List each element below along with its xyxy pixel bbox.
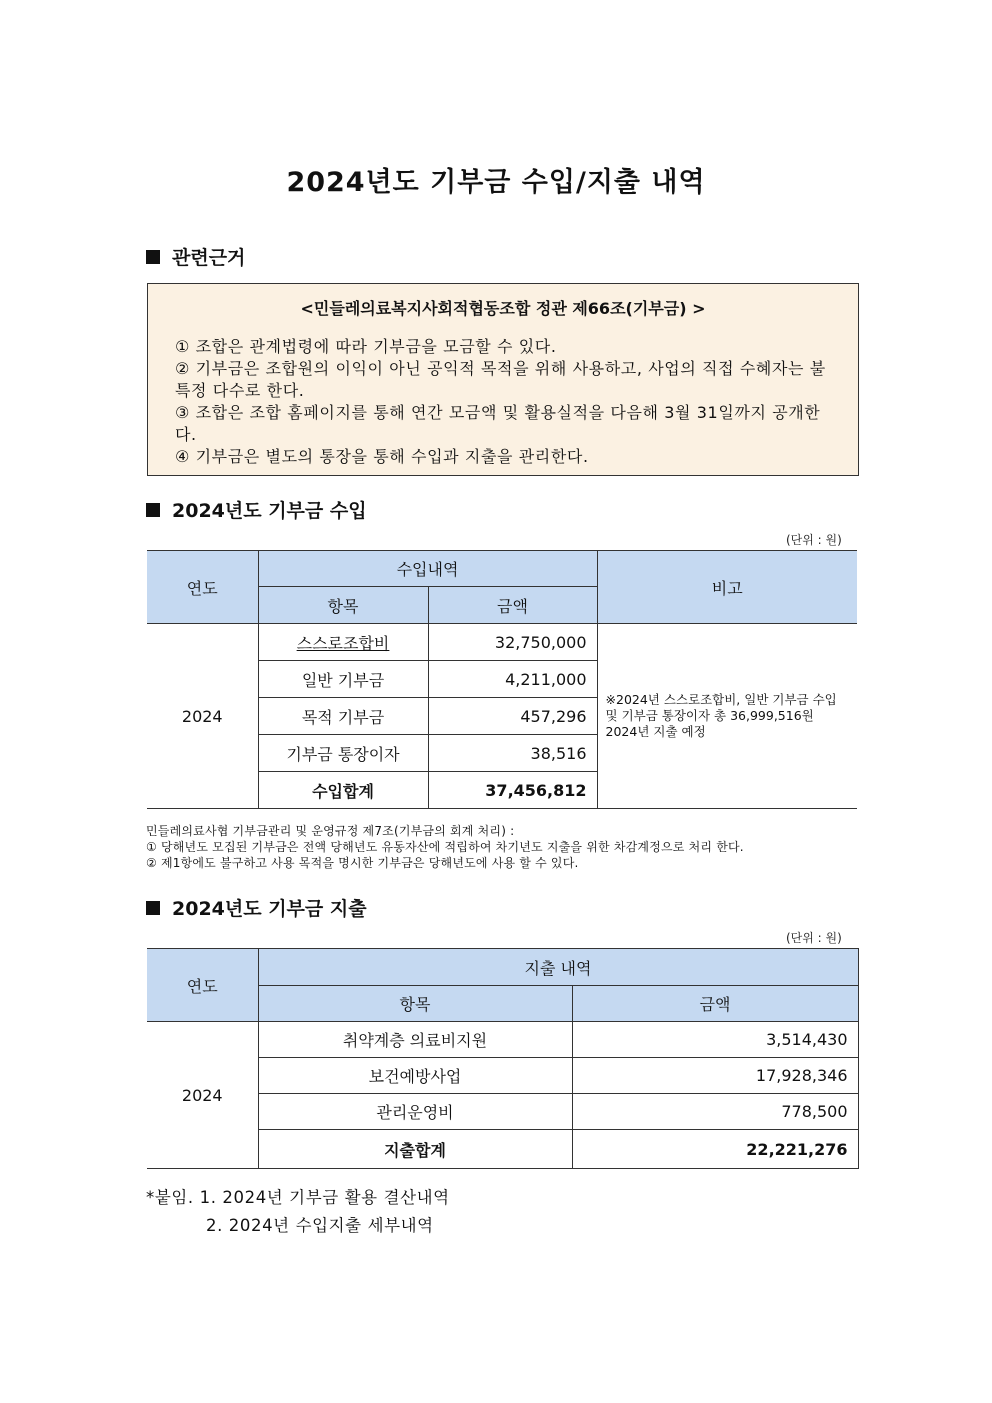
rule-line: 민들레의료사협 기부금관리 및 운영규정 제7조(기부금의 회계 처리) : — [146, 824, 515, 838]
income-total-label: 수입합계 — [258, 772, 428, 809]
section-expense-label: 2024년도 기부금 지출 — [172, 898, 367, 920]
article-item: ④ 기부금은 별도의 통장을 통해 수입과 지출을 관리한다. — [175, 447, 589, 466]
rule-line: ① 당해년도 모집된 기부금은 전액 당해년도 유동자산에 적립하여 차기년도 지출을 위한 차감계정으로 처리 한다. — [146, 840, 744, 854]
page-title: 2024년도 기부금 수입/지출 내역 — [286, 167, 706, 198]
section-basis-label: 관련근거 — [172, 247, 246, 269]
expense-header-year: 연도 — [147, 949, 258, 1022]
income-total-amount: 37,456,812 — [428, 772, 597, 809]
articles-box — [147, 283, 859, 476]
expense-total-label: 지출합계 — [258, 1130, 572, 1169]
article-item: ① 조합은 관계법령에 따라 기부금을 모금할 수 있다. — [175, 337, 557, 356]
expense-item-cell: 보건예방사업 — [258, 1058, 572, 1094]
income-item-cell: 일반 기부금 — [258, 661, 428, 698]
income-remark-cell: ※2024년 스스로조합비, 일반 기부금 수입 및 기부금 통장이자 총 36,999,516원 2024년 지출 예정 — [597, 624, 857, 809]
attachment-line: 2. 2024년 수입지출 세부내역 — [206, 1216, 434, 1235]
income-header-remark: 비고 — [597, 551, 857, 624]
income-amount-cell: 4,211,000 — [428, 661, 597, 698]
attachments — [146, 1184, 450, 1240]
expense-header-group: 지출 내역 — [258, 949, 858, 986]
income-amount-cell: 38,516 — [428, 735, 597, 772]
expense-item-cell: 취약계층 의료비지원 — [258, 1022, 572, 1058]
expense-table — [147, 948, 859, 1169]
expense-year-cell: 2024 — [147, 1022, 258, 1169]
income-table — [147, 550, 857, 809]
square-bullet-icon — [146, 250, 160, 264]
expense-header-amount: 금액 — [572, 986, 858, 1022]
income-amount-cell: 32,750,000 — [428, 624, 597, 661]
square-bullet-icon — [146, 503, 160, 517]
expense-total-amount: 22,221,276 — [572, 1130, 858, 1169]
income-item-cell: 기부금 통장이자 — [258, 735, 428, 772]
income-item-cell — [258, 624, 428, 661]
income-header-amount: 금액 — [428, 587, 597, 624]
expense-amount-cell: 3,514,430 — [572, 1022, 858, 1058]
rule-line: ② 제1항에도 불구하고 사용 목적을 명시한 기부금은 당해년도에 사용 할 수 있다. — [146, 856, 579, 870]
income-year-cell: 2024 — [147, 624, 258, 809]
article-item: ② 기부금은 조합원의 이익이 아닌 공익적 목적을 위해 사용하고, 사업의 직접 수혜자는 불특정 다수로 한다. — [175, 359, 826, 400]
income-header-group: 수입내역 — [258, 551, 597, 587]
articles-box-title: <민들레의료복지사회적협동조합 정관 제66조(기부금) > — [300, 299, 706, 318]
expense-unit: (단위 : 원) — [786, 931, 842, 945]
expense-item-cell: 관리운영비 — [258, 1094, 572, 1130]
expense-amount-cell: 778,500 — [572, 1094, 858, 1130]
expense-amount-cell: 17,928,346 — [572, 1058, 858, 1094]
square-bullet-icon — [146, 901, 160, 915]
income-unit: (단위 : 원) — [786, 533, 842, 547]
article-item: ③ 조합은 조합 홈페이지를 통해 연간 모금액 및 활용실적을 다음해 3월 31일까지 공개한다. — [175, 403, 821, 444]
expense-header-item: 항목 — [258, 986, 572, 1022]
income-header-item: 항목 — [258, 587, 428, 624]
articles-list — [175, 336, 838, 468]
income-item-cell: 목적 기부금 — [258, 698, 428, 735]
section-income-heading — [146, 496, 367, 523]
section-income-label: 2024년도 기부금 수입 — [172, 500, 367, 522]
section-expense-heading — [146, 894, 367, 921]
section-basis-heading — [146, 243, 245, 270]
accounting-rules — [146, 823, 744, 871]
income-item-label: 스스로조합비 — [296, 633, 390, 653]
income-amount-cell: 457,296 — [428, 698, 597, 735]
attachment-line: *붙임. 1. 2024년 기부금 활용 결산내역 — [146, 1188, 450, 1207]
income-header-year: 연도 — [147, 551, 258, 624]
